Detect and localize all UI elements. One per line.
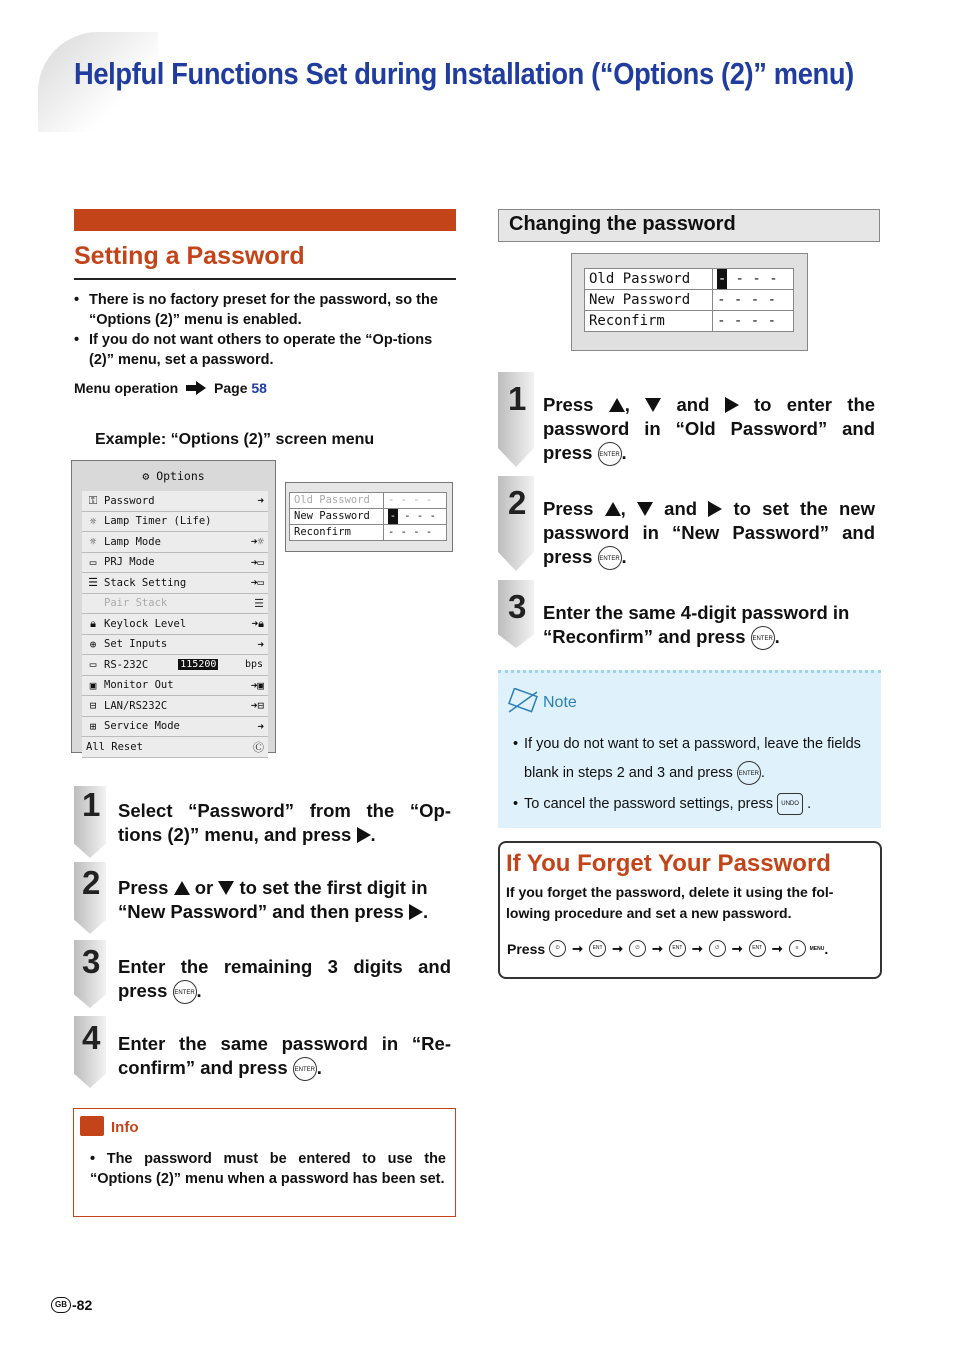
- press-label: Press: [507, 940, 546, 957]
- menu-item-prj-mode[interactable]: ▭ PRJ Mode ➜▭: [82, 553, 268, 574]
- rs232c-unit: bps: [244, 659, 263, 671]
- enter-button-icon: ENT: [749, 940, 766, 957]
- arrow-right-icon: ➜🔒︎: [251, 616, 264, 630]
- right-arrow-icon: [409, 904, 423, 920]
- arrow-right-icon: ➜⊟: [250, 699, 264, 713]
- enter-button-icon: ENTER: [173, 980, 197, 1004]
- menu-item-keylock-level[interactable]: 🔒︎ Keylock Level ➜🔒︎: [82, 614, 268, 635]
- menu-item-pair-stack: Pair Stack ☰: [82, 594, 268, 615]
- enter-button-icon: ENTER: [598, 442, 622, 466]
- step-text: Press , and to set the new password in “New Password” and press ENTER.: [543, 497, 875, 570]
- sun-icon: ☼: [89, 535, 97, 549]
- sun-icon: ☼: [89, 514, 97, 528]
- menu-item-rs232c[interactable]: ▭ RS-232C 115200 bps: [82, 655, 268, 676]
- up-arrow-icon: [609, 398, 625, 412]
- forget-heading: If You Forget Your Password: [506, 850, 831, 877]
- enter-button-icon: ENT: [669, 940, 686, 957]
- right-arrow-icon: [725, 397, 739, 413]
- arrow-right-icon: ➜☼: [250, 535, 264, 549]
- reconfirm-field[interactable]: - - - -: [383, 525, 446, 541]
- arrow-right-icon: ➜: [257, 719, 264, 733]
- arrow-right-icon: ➞: [771, 940, 783, 956]
- monitor-icon: ▣: [89, 678, 97, 692]
- info-label: Info: [111, 1119, 139, 1136]
- up-arrow-icon: [605, 502, 621, 516]
- monitor-icon: ▭: [89, 555, 97, 569]
- menu-title: Options: [156, 469, 205, 483]
- inputs-icon: ⊕: [89, 637, 97, 651]
- arrow-right-icon: ➜▭: [250, 555, 264, 569]
- reset-icon: Ⓒ: [253, 740, 264, 754]
- power-on-button-icon: ⏻: [549, 940, 566, 957]
- new-password-field[interactable]: - - - -: [713, 290, 794, 311]
- section-heading: Setting a Password: [74, 242, 305, 270]
- arrow-right-icon: ➜▭: [250, 576, 264, 590]
- menu-list: [82, 491, 268, 758]
- info-text: • The password must be entered to use the “Options (2)” menu when a password has been set.: [90, 1151, 446, 1187]
- page-title: Helpful Functions Set during Installation (“Options (2)” menu): [74, 56, 854, 91]
- pencil-icon: [507, 688, 541, 714]
- step-text: Press or to set the first digit in “New Password” and then press .: [118, 877, 429, 922]
- bullet-list: [74, 290, 456, 370]
- menu-item-lamp-timer[interactable]: ☼ Lamp Timer (Life): [82, 512, 268, 533]
- password-submenu-small: [285, 482, 453, 552]
- new-password-field[interactable]: - - - -: [383, 509, 446, 525]
- lock-icon: 🔒︎: [90, 616, 96, 630]
- menu-item-lamp-mode[interactable]: ☼ Lamp Mode ➜☼: [82, 532, 268, 553]
- forget-text: If you forget the password, delete it using the fol-lowing procedure and set a new password.: [506, 884, 834, 921]
- reconfirm-label: Reconfirm: [290, 525, 384, 541]
- menu-item-stack-setting[interactable]: ☰ Stack Setting ➜▭: [82, 573, 268, 594]
- step-number: 3: [508, 588, 527, 625]
- right-arrow-icon: [708, 501, 722, 517]
- menu-item-lan-rs232c[interactable]: ⊟ LAN/RS232C ➜⊟: [82, 696, 268, 717]
- old-password-field[interactable]: - - - -: [383, 493, 446, 509]
- undo-button-icon: UNDO: [777, 793, 803, 815]
- arrow-right-icon: ➞: [651, 940, 663, 956]
- arrow-right-icon: ➞: [691, 940, 703, 956]
- menu-item-set-inputs[interactable]: ⊕ Set Inputs ➜: [82, 635, 268, 656]
- menu-item-all-reset[interactable]: All Reset Ⓒ: [82, 737, 268, 758]
- down-arrow-icon: [218, 881, 234, 895]
- step-text: Enter the same password in “Re-confirm” and press ENTER.: [118, 1032, 451, 1081]
- step-number: 1: [82, 786, 101, 823]
- reconfirm-field[interactable]: - - - -: [713, 311, 794, 332]
- new-password-label: New Password: [290, 509, 384, 525]
- step-number: 4: [82, 1019, 101, 1056]
- note-list: [513, 730, 875, 819]
- menu-item-service-mode[interactable]: ⊞ Service Mode ➜: [82, 717, 268, 738]
- enter-button-icon: ENTER: [598, 546, 622, 570]
- page-link[interactable]: 58: [251, 380, 267, 396]
- region-badge: GB: [51, 1297, 71, 1313]
- step-number: 2: [82, 864, 101, 901]
- page-number: GB -82: [51, 1297, 92, 1313]
- password-submenu-large: [571, 253, 808, 351]
- enter-button-icon: ENTER: [737, 761, 761, 785]
- note-item: • If you do not want to set a password, leave the fields blank in steps 2 and 3 and press ENTER .: [513, 730, 875, 788]
- bullet-item: • There is no factory preset for the password, so the “Options (2)” menu is enabled.: [74, 290, 456, 330]
- menu-button-icon: ≡: [789, 940, 806, 957]
- input-cursor: -: [389, 510, 397, 522]
- arrow-right-icon: ➞: [572, 940, 584, 956]
- service-icon: ⊞: [89, 719, 97, 733]
- arrow-right-icon: ➜: [257, 494, 264, 508]
- arrow-right-icon: ➞: [731, 940, 743, 956]
- old-password-label: Old Password: [290, 493, 384, 509]
- power-on-button-icon: ⏻: [629, 940, 646, 957]
- step-number: 1: [508, 380, 527, 417]
- step-number: 3: [82, 943, 101, 980]
- serial-icon: ▭: [89, 658, 97, 672]
- down-arrow-icon: [637, 502, 653, 516]
- input-cursor: -: [717, 271, 727, 287]
- enter-button-icon: ENTER: [751, 626, 775, 650]
- stack-icon: ☰: [88, 576, 98, 590]
- menu-item-monitor-out[interactable]: ▣ Monitor Out ➜▣: [82, 676, 268, 697]
- arrow-right-icon: ➜▣: [250, 678, 264, 692]
- menu-header: [72, 461, 275, 489]
- book-icon: [80, 1116, 104, 1136]
- page-label: Page: [214, 380, 248, 396]
- enter-button-icon: ENT: [589, 940, 606, 957]
- old-password-label: Old Password: [585, 269, 713, 290]
- step-text: Press , and to enter the password in “Old Password” and press ENTER.: [543, 393, 875, 466]
- menu-operation: [74, 380, 267, 396]
- arrow-right-icon: ➞: [612, 940, 623, 956]
- step-text: Select “Password” from the “Op-tions (2)” menu, and press .: [118, 800, 451, 845]
- example-caption: Example: “Options (2)” screen menu: [95, 431, 375, 448]
- bullet-item: • If you do not want others to operate the “Op-tions (2)” menu, set a password.: [74, 330, 456, 370]
- network-icon: ⊟: [89, 699, 97, 713]
- down-arrow-icon: [645, 398, 661, 412]
- menu-operation-label: Menu operation: [74, 380, 179, 396]
- right-arrow-icon: [357, 827, 371, 843]
- note-label: Note: [543, 694, 577, 711]
- options-icon: ⚙: [142, 469, 150, 483]
- new-password-label: New Password: [585, 290, 713, 311]
- button-sequence: Press ⏻ ➞ ENT ➞ ⏻ ➞ ENT ➞ ⏻ ➞ ENT ➞ ≡ MENU .: [507, 940, 829, 957]
- section-bar: [74, 209, 456, 231]
- divider: [74, 278, 456, 280]
- step-text: Enter the remaining 3 digits and press ENTER.: [118, 955, 451, 1004]
- menu-item-password[interactable]: ⚿ Password ➜: [82, 491, 268, 512]
- arrow-right-icon: ➜: [257, 637, 264, 651]
- arrow-right-icon: [185, 380, 207, 396]
- reconfirm-label: Reconfirm: [585, 311, 713, 332]
- step-number: 2: [508, 484, 527, 521]
- rs232c-value: 115200: [180, 659, 217, 671]
- note-item: • To cancel the password settings, press UNDO .: [513, 790, 875, 819]
- section-heading: Changing the password: [509, 213, 736, 235]
- options-menu-screen: [71, 460, 276, 753]
- key-icon: ⚿: [88, 493, 98, 507]
- step-text: Enter the same 4-digit password in “Reconfirm” and press ENTER.: [543, 601, 875, 650]
- old-password-field[interactable]: - - - -: [713, 269, 794, 290]
- up-arrow-icon: [174, 881, 190, 895]
- power-on-button-icon: ⏻: [709, 940, 726, 957]
- enter-button-icon: ENTER: [293, 1057, 317, 1081]
